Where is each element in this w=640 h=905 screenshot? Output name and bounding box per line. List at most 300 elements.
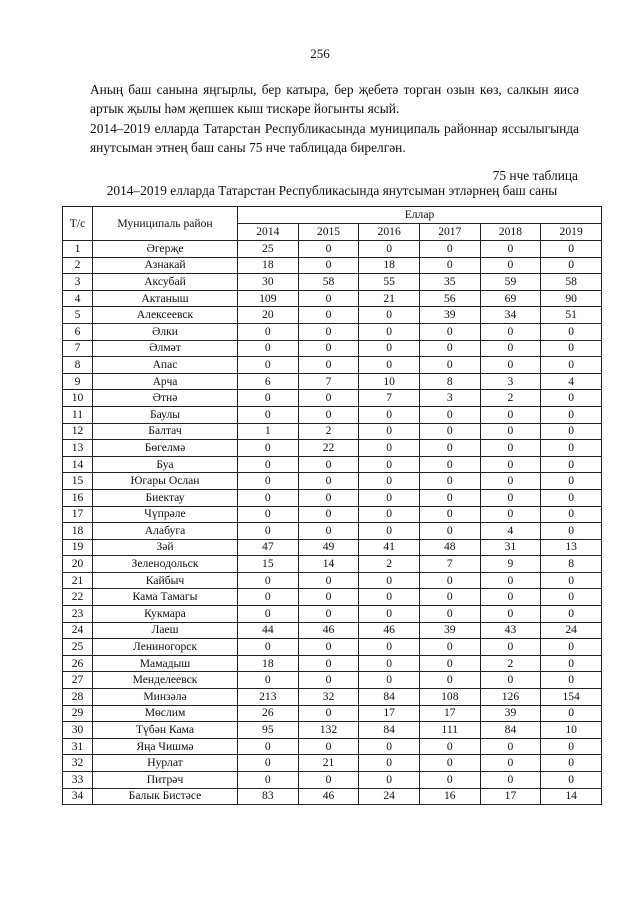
row-district: Буа <box>93 456 238 473</box>
row-district: Биектау <box>93 489 238 506</box>
row-value: 41 <box>359 539 420 556</box>
row-value: 0 <box>298 606 359 623</box>
row-value: 0 <box>480 639 541 656</box>
row-value: 0 <box>541 506 602 523</box>
row-index: 18 <box>63 523 93 540</box>
row-value: 0 <box>298 390 359 407</box>
row-value: 95 <box>238 722 299 739</box>
row-value: 0 <box>238 755 299 772</box>
row-district: Югары Ослан <box>93 473 238 490</box>
row-value: 48 <box>419 539 480 556</box>
row-district: Лаеш <box>93 622 238 639</box>
row-value: 0 <box>238 489 299 506</box>
row-district: Аксубай <box>93 274 238 291</box>
row-value: 0 <box>480 440 541 457</box>
header-year: 2019 <box>541 224 602 241</box>
row-index: 10 <box>63 390 93 407</box>
row-value: 0 <box>238 672 299 689</box>
row-value: 0 <box>541 423 602 440</box>
row-value: 0 <box>419 606 480 623</box>
header-year: 2014 <box>238 224 299 241</box>
row-district: Алексеевск <box>93 307 238 324</box>
row-value: 0 <box>419 406 480 423</box>
row-district: Мамадыш <box>93 655 238 672</box>
row-index: 23 <box>63 606 93 623</box>
row-district: Менделеевск <box>93 672 238 689</box>
row-value: 0 <box>359 672 420 689</box>
data-table <box>62 206 602 805</box>
row-value: 0 <box>419 489 480 506</box>
row-value: 18 <box>359 257 420 274</box>
row-index: 22 <box>63 589 93 606</box>
table-row <box>63 639 602 656</box>
row-index: 7 <box>63 340 93 357</box>
row-value: 0 <box>541 755 602 772</box>
row-district: Бөгелмә <box>93 440 238 457</box>
row-value: 0 <box>298 655 359 672</box>
row-value: 0 <box>419 755 480 772</box>
row-value: 0 <box>419 473 480 490</box>
row-value: 15 <box>238 556 299 573</box>
row-value: 0 <box>359 307 420 324</box>
row-index: 5 <box>63 307 93 324</box>
row-value: 18 <box>238 257 299 274</box>
row-index: 33 <box>63 772 93 789</box>
row-value: 0 <box>480 506 541 523</box>
row-value: 21 <box>359 290 420 307</box>
row-value: 0 <box>541 489 602 506</box>
row-district: Зеленодольск <box>93 556 238 573</box>
table-row <box>63 357 602 374</box>
row-value: 0 <box>298 523 359 540</box>
row-value: 84 <box>480 722 541 739</box>
row-district: Алабуга <box>93 523 238 540</box>
row-value: 4 <box>480 523 541 540</box>
table-row <box>63 622 602 639</box>
row-value: 8 <box>419 373 480 390</box>
row-value: 0 <box>359 639 420 656</box>
row-value: 0 <box>419 672 480 689</box>
row-value: 16 <box>419 788 480 805</box>
row-value: 39 <box>480 705 541 722</box>
row-value: 44 <box>238 622 299 639</box>
row-index: 24 <box>63 622 93 639</box>
row-value: 0 <box>541 357 602 374</box>
row-value: 10 <box>541 722 602 739</box>
row-value: 0 <box>419 323 480 340</box>
table-caption-title: 2014–2019 елларда Татарстан Республикасында янутсыман этләрнең баш саны <box>106 183 558 198</box>
row-value: 51 <box>541 307 602 324</box>
row-value: 0 <box>359 323 420 340</box>
row-value: 0 <box>359 506 420 523</box>
row-value: 0 <box>541 257 602 274</box>
row-value: 0 <box>480 473 541 490</box>
header-years-group: Еллар <box>238 207 602 224</box>
row-value: 21 <box>298 755 359 772</box>
row-value: 0 <box>480 340 541 357</box>
row-value: 31 <box>480 539 541 556</box>
row-value: 0 <box>359 340 420 357</box>
row-district: Балтач <box>93 423 238 440</box>
row-value: 24 <box>541 622 602 639</box>
row-value: 0 <box>541 390 602 407</box>
row-value: 0 <box>298 589 359 606</box>
row-index: 25 <box>63 639 93 656</box>
row-value: 0 <box>419 772 480 789</box>
row-value: 84 <box>359 689 420 706</box>
row-value: 17 <box>359 705 420 722</box>
row-value: 0 <box>541 589 602 606</box>
row-value: 0 <box>480 257 541 274</box>
row-index: 32 <box>63 755 93 772</box>
table-row <box>63 705 602 722</box>
header-year: 2017 <box>419 224 480 241</box>
row-value: 0 <box>359 440 420 457</box>
row-value: 58 <box>298 274 359 291</box>
row-value: 0 <box>480 589 541 606</box>
row-value: 0 <box>419 257 480 274</box>
header-year: 2016 <box>359 224 420 241</box>
row-index: 3 <box>63 274 93 291</box>
row-value: 47 <box>238 539 299 556</box>
table-row <box>63 390 602 407</box>
row-value: 0 <box>359 406 420 423</box>
row-district: Әлки <box>93 323 238 340</box>
row-value: 35 <box>419 274 480 291</box>
row-value: 0 <box>419 655 480 672</box>
row-value: 20 <box>238 307 299 324</box>
row-value: 43 <box>480 622 541 639</box>
row-district: Нурлат <box>93 755 238 772</box>
row-value: 0 <box>238 772 299 789</box>
row-value: 0 <box>238 639 299 656</box>
row-value: 109 <box>238 290 299 307</box>
row-value: 0 <box>419 423 480 440</box>
row-index: 13 <box>63 440 93 457</box>
row-district: Баулы <box>93 406 238 423</box>
row-index: 6 <box>63 323 93 340</box>
row-district: Кама Тамагы <box>93 589 238 606</box>
row-value: 56 <box>419 290 480 307</box>
row-value: 0 <box>480 241 541 258</box>
row-value: 84 <box>359 722 420 739</box>
row-value: 46 <box>298 622 359 639</box>
row-index: 28 <box>63 689 93 706</box>
row-value: 0 <box>238 738 299 755</box>
row-index: 14 <box>63 456 93 473</box>
row-value: 0 <box>359 738 420 755</box>
row-value: 0 <box>359 473 420 490</box>
row-value: 0 <box>541 440 602 457</box>
row-value: 0 <box>480 456 541 473</box>
row-value: 0 <box>298 307 359 324</box>
table-caption-number: 75 нче таблица <box>492 168 578 183</box>
header-index: Т/с <box>63 207 93 241</box>
row-value: 0 <box>238 406 299 423</box>
row-value: 17 <box>480 788 541 805</box>
row-value: 0 <box>480 772 541 789</box>
row-value: 0 <box>238 523 299 540</box>
row-value: 7 <box>298 373 359 390</box>
row-value: 0 <box>238 323 299 340</box>
row-value: 0 <box>480 357 541 374</box>
row-value: 0 <box>298 323 359 340</box>
row-district: Зәй <box>93 539 238 556</box>
row-value: 17 <box>419 705 480 722</box>
row-value: 34 <box>480 307 541 324</box>
row-value: 0 <box>419 241 480 258</box>
row-value: 0 <box>480 738 541 755</box>
row-value: 69 <box>480 290 541 307</box>
table-row <box>63 473 602 490</box>
table-row <box>63 755 602 772</box>
row-value: 0 <box>298 290 359 307</box>
row-value: 26 <box>238 705 299 722</box>
row-value: 132 <box>298 722 359 739</box>
row-value: 2 <box>298 423 359 440</box>
row-value: 83 <box>238 788 299 805</box>
table-row <box>63 406 602 423</box>
row-value: 0 <box>298 506 359 523</box>
row-value: 18 <box>238 655 299 672</box>
row-value: 10 <box>359 373 420 390</box>
table-row <box>63 456 602 473</box>
row-value: 49 <box>298 539 359 556</box>
row-value: 7 <box>359 390 420 407</box>
row-district: Кукмара <box>93 606 238 623</box>
row-value: 154 <box>541 689 602 706</box>
paragraph-1: Аның баш санына яңгырлы, бер катыра, бер җебетә торган озын көз, салкын яисә артык җылы һәм җепшек кыш тискәре йогынты ясый. <box>90 82 579 116</box>
row-value: 2 <box>359 556 420 573</box>
row-value: 32 <box>298 689 359 706</box>
row-index: 12 <box>63 423 93 440</box>
row-value: 0 <box>541 523 602 540</box>
row-value: 0 <box>419 639 480 656</box>
row-value: 90 <box>541 290 602 307</box>
row-district: Балык Бистәсе <box>93 788 238 805</box>
table-row <box>63 655 602 672</box>
row-value: 0 <box>480 672 541 689</box>
row-value: 0 <box>298 257 359 274</box>
row-value: 0 <box>541 473 602 490</box>
table-row <box>63 556 602 573</box>
table-row <box>63 440 602 457</box>
row-value: 8 <box>541 556 602 573</box>
row-district: Питрәч <box>93 772 238 789</box>
row-value: 59 <box>480 274 541 291</box>
row-value: 0 <box>419 523 480 540</box>
row-value: 0 <box>298 705 359 722</box>
table-row <box>63 689 602 706</box>
table-row <box>63 340 602 357</box>
row-value: 0 <box>480 606 541 623</box>
row-value: 55 <box>359 274 420 291</box>
row-value: 0 <box>541 406 602 423</box>
row-value: 14 <box>298 556 359 573</box>
row-value: 0 <box>359 489 420 506</box>
row-value: 0 <box>541 456 602 473</box>
table-header <box>63 207 602 241</box>
row-value: 13 <box>541 539 602 556</box>
row-value: 0 <box>359 241 420 258</box>
table-row <box>63 257 602 274</box>
row-value: 126 <box>480 689 541 706</box>
row-value: 0 <box>541 572 602 589</box>
row-value: 0 <box>238 440 299 457</box>
row-district: Мөслим <box>93 705 238 722</box>
row-value: 0 <box>298 672 359 689</box>
row-value: 0 <box>298 473 359 490</box>
row-value: 213 <box>238 689 299 706</box>
row-index: 11 <box>63 406 93 423</box>
row-value: 0 <box>541 606 602 623</box>
row-value: 0 <box>238 572 299 589</box>
row-value: 0 <box>541 241 602 258</box>
row-index: 2 <box>63 257 93 274</box>
table-row <box>63 274 602 291</box>
table-row <box>63 572 602 589</box>
row-value: 0 <box>419 738 480 755</box>
paragraph-2: 2014–2019 елларда Татарстан Республикасында муниципаль районнар яссылыгында янутсыман этнең баш саны 75 нче таблицада бирелгән. <box>90 121 579 155</box>
table-row <box>63 672 602 689</box>
row-value: 39 <box>419 622 480 639</box>
row-value: 0 <box>359 772 420 789</box>
row-value: 39 <box>419 307 480 324</box>
row-value: 0 <box>419 357 480 374</box>
row-value: 0 <box>419 506 480 523</box>
row-value: 24 <box>359 788 420 805</box>
row-value: 111 <box>419 722 480 739</box>
row-district: Түбән Кама <box>93 722 238 739</box>
row-index: 9 <box>63 373 93 390</box>
row-value: 2 <box>480 655 541 672</box>
row-index: 1 <box>63 241 93 258</box>
table-row <box>63 539 602 556</box>
row-value: 46 <box>359 622 420 639</box>
row-index: 27 <box>63 672 93 689</box>
row-district: Әлмәт <box>93 340 238 357</box>
row-value: 0 <box>480 489 541 506</box>
row-value: 46 <box>298 788 359 805</box>
table-row <box>63 373 602 390</box>
row-value: 25 <box>238 241 299 258</box>
table-row <box>63 722 602 739</box>
row-district: Лениногорск <box>93 639 238 656</box>
row-district: Чүпрәле <box>93 506 238 523</box>
row-value: 0 <box>541 340 602 357</box>
row-value: 0 <box>480 755 541 772</box>
row-index: 20 <box>63 556 93 573</box>
row-index: 21 <box>63 572 93 589</box>
row-district: Әтнә <box>93 390 238 407</box>
table-row <box>63 523 602 540</box>
row-index: 19 <box>63 539 93 556</box>
table-row <box>63 423 602 440</box>
table-row <box>63 772 602 789</box>
row-index: 4 <box>63 290 93 307</box>
row-value: 0 <box>359 523 420 540</box>
page-number: 256 <box>310 46 330 61</box>
row-value: 0 <box>419 440 480 457</box>
row-value: 0 <box>238 589 299 606</box>
table-row <box>63 738 602 755</box>
row-value: 0 <box>298 340 359 357</box>
row-value: 0 <box>298 489 359 506</box>
row-value: 0 <box>480 323 541 340</box>
header-year: 2015 <box>298 224 359 241</box>
row-value: 0 <box>359 755 420 772</box>
row-value: 0 <box>359 423 420 440</box>
table-row <box>63 323 602 340</box>
row-district: Яңа Чишмә <box>93 738 238 755</box>
table-row <box>63 506 602 523</box>
row-value: 0 <box>359 572 420 589</box>
row-value: 3 <box>419 390 480 407</box>
row-value: 0 <box>298 738 359 755</box>
row-value: 0 <box>298 772 359 789</box>
row-value: 0 <box>298 241 359 258</box>
row-value: 0 <box>359 655 420 672</box>
row-value: 0 <box>541 738 602 755</box>
row-value: 2 <box>480 390 541 407</box>
table-row <box>63 307 602 324</box>
header-district: Муниципаль район <box>93 207 238 241</box>
row-value: 0 <box>298 572 359 589</box>
header-year: 2018 <box>480 224 541 241</box>
row-index: 15 <box>63 473 93 490</box>
row-value: 108 <box>419 689 480 706</box>
row-value: 0 <box>419 340 480 357</box>
row-value: 14 <box>541 788 602 805</box>
row-district: Минзәлә <box>93 689 238 706</box>
row-index: 31 <box>63 738 93 755</box>
row-index: 26 <box>63 655 93 672</box>
row-value: 4 <box>541 373 602 390</box>
row-value: 0 <box>238 357 299 374</box>
row-value: 0 <box>359 589 420 606</box>
row-value: 0 <box>298 639 359 656</box>
row-value: 0 <box>480 423 541 440</box>
row-value: 0 <box>541 772 602 789</box>
row-index: 30 <box>63 722 93 739</box>
row-value: 6 <box>238 373 299 390</box>
row-district: Арча <box>93 373 238 390</box>
row-value: 0 <box>541 639 602 656</box>
table-body <box>63 241 602 805</box>
row-district: Азнакай <box>93 257 238 274</box>
row-value: 0 <box>541 672 602 689</box>
table-row <box>63 489 602 506</box>
row-value: 0 <box>419 456 480 473</box>
row-value: 0 <box>541 705 602 722</box>
table-row <box>63 290 602 307</box>
table-row <box>63 241 602 258</box>
row-index: 29 <box>63 705 93 722</box>
row-value: 9 <box>480 556 541 573</box>
row-index: 17 <box>63 506 93 523</box>
row-value: 0 <box>541 655 602 672</box>
row-index: 16 <box>63 489 93 506</box>
row-district: Әгерҗе <box>93 241 238 258</box>
row-value: 0 <box>238 390 299 407</box>
row-value: 0 <box>359 606 420 623</box>
table-row <box>63 606 602 623</box>
row-value: 0 <box>238 606 299 623</box>
row-value: 0 <box>238 506 299 523</box>
row-value: 3 <box>480 373 541 390</box>
row-value: 0 <box>359 456 420 473</box>
row-value: 0 <box>238 340 299 357</box>
